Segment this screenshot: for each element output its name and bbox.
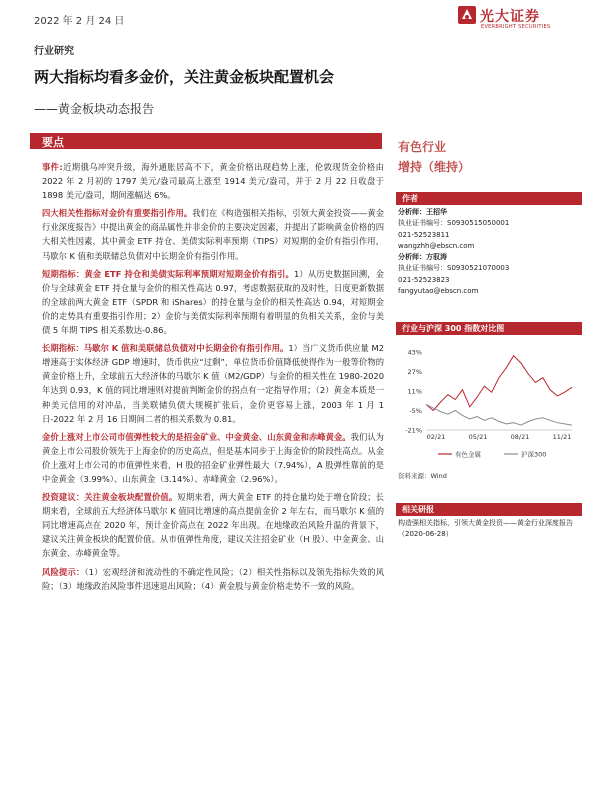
paragraph-short-term [42,267,384,337]
analyst-certificate: 执业证书编号：S0930521070003 [398,264,510,273]
analyst-name: 分析师：方驭涛 [398,253,447,262]
x-tick-label: 08/21 [510,433,530,441]
paragraph-event [42,160,384,202]
paragraph-four-indicators [42,206,384,262]
y-tick-label: 27% [407,368,422,376]
paragraph-text: 1）当广义货币供应量 M2 增速高于实体经济 GDP 增速时，货币供应“过剩”，单位货币价值降低使得作为一般等价物的黄金价格上升，全球前五大经济体的马歇尔 K 值（M2/GDP）与金价的相关性在 1980-2020 年达到 0.93，K 值的同比增速则对提前判断金价的拐点有一定指导作用；（2）黄金本质是一种美元信用的对冲品，当美联储负债大规模扩张后，金价更容易上涨，2003 年 1 月 1 日-2022 年 2 月 16 日期间二者的相关系数为 0.81。 [42,343,384,424]
paragraph-heading: 四大相关性指标对金价有重要指引作用。 [42,208,193,219]
analyst-phone: 021-52523823 [398,275,450,284]
analyst-email[interactable]: fangyutao@ebscn.com [398,287,479,296]
series-line-0 [426,356,572,411]
chart-section-label: 行业与沪深 300 指数对比图 [402,324,505,333]
paragraph-text: 短期来看，两大黄金 ETF 的持仓量均处于增仓阶段；长期来看，全球前五大经济体马歇尔 K 值同比增速的高点提前金价 2 年左右，而马歇尔 K 值的同比增速高点在 2020 年，预计金价高点在 2022 年出现。在地缘政治风险升温的背景下，建议关注黄金板块的配置价值。从市值弹性角度，建议关注招金矿业（H 股）、中金黄金、山东黄金、赤峰黄金等。 [42,492,384,559]
authors-header-bar [396,192,582,205]
logo-name: 光大证券 [480,9,540,25]
industry-vs-index-chart [396,344,582,470]
x-tick-label: 11/21 [552,433,572,441]
analyst-phone: 021-52523811 [398,230,450,239]
related-report-link[interactable]: 构造强相关指标，引领大黄金投资——黄金行业深度报告（2020-06-28） [398,519,573,538]
authors-label: 作者 [402,194,418,203]
chart-source: 资料来源：Wind [398,472,447,480]
analyst-certificate: 执业证书编号：S0930515050001 [398,219,510,228]
rating-value: 增持（维持） [398,160,471,174]
summary-header-bar [30,133,382,149]
paragraph-risks [42,565,384,593]
paragraph-elasticity [42,430,384,486]
legend-label: 有色金属 [455,450,481,459]
analyst-email[interactable]: wangzhh@ebscn.com [398,241,475,250]
paragraph-heading: 短期指标：黄金 ETF 持仓和美债实际利率预期对短期金价有指引。 [42,268,294,279]
report-subtitle: ——黄金板块动态报告 [34,102,155,116]
paragraph-heading: 事件: [42,162,63,172]
related-label: 相关研报 [402,505,434,514]
y-tick-label: 43% [407,348,422,357]
paragraph-text: 近期俄乌冲突升级，海外通胀居高不下，黄金价格出现趋势上涨，伦敦现货金价格由 2022 年 2 月初的 1797 美元/盎司最高上涨至 1914 美元/盎司，并于 2 月 22 日收盘于 1898 美元/盎司，期间涨幅达 6%。 [42,162,384,201]
legend-label: 沪深300 [521,450,547,459]
paragraph-heading: 长期指标：马歇尔 K 值和美联储总负债对中长期金价有指引作用。 [42,343,289,354]
paragraph-recommendation [42,490,384,560]
everbright-logo-icon [458,6,476,24]
x-tick-label: 02/21 [426,433,446,441]
summary-body [42,160,384,597]
analyst-list [398,207,584,297]
paragraph-text: 我们在《构造强相关指标，引领大黄金投资——黄金行业深度报告》中提出黄金的商品属性并非金价的主要决定因素，并提出了影响黄金价格的四大相关性因素，其中黄金 ETF 持仓、美债实际利率预期（TIPS）对短期的金价有指引作用，马歇尔 K 值和美联储总负债对中长期金价有指引作用。 [42,208,384,261]
y-tick-label: -21% [405,426,422,435]
y-tick-label: -5% [409,407,422,415]
y-tick-label: 11% [407,387,422,396]
report-category: 行业研究 [34,46,74,57]
paragraph-text: 我们认为黄金上市公司股价领先于上海金价的历史高点，但是基本同步于上海金价的阶段性高点。从金价上涨对上市公司的市值弹性来看，H 股的招金矿业弹性最大（7.94%），A 股弹性靠前的是中金黄金（3.99%）、山东黄金（3.14%）、赤峰黄金（2.96%）。 [42,431,384,484]
logo-english-name: EVERBRIGHT SECURITIES [481,24,551,30]
paragraph-text: （1）宏观经济和流动性的不确定性风险；（2）相关性指标以及领先指标失效的风险；（3）地缘政治风险事件迅速退出风险；（4）黄金股与黄金价格走势不一致的风险。 [42,566,384,591]
x-tick-label: 05/21 [468,433,488,441]
paragraph-heading: 投资建议：关注黄金板块配置价值。 [42,492,178,503]
series-line-1 [426,404,572,425]
paragraph-text: 1）从历史数据回溯，金价与全球黄金 ETF 持仓量与金价的相关性高达 0.97，考虑数据获取的及时性，日度更新数据的全球前两大黄金 ETF（SPDR 和 iShares）的持仓量与金价的相关性高达 0.94，对短期金价的走势具有重要指引作用；2）金价与美债实际利率预期有着明显的负相关关系，金价与美债 5 年期 TIPS 相关系数达-0.86。 [42,268,385,336]
report-title: 两大指标均看多金价，关注黄金板块配置机会 [34,68,335,86]
paragraph-heading: 金价上涨对上市公司市值弹性较大的是招金矿业、中金黄金、山东黄金和赤峰黄金。 [42,431,351,442]
paragraph-long-term [42,341,384,426]
rating-industry: 有色行业 [398,140,447,154]
paragraph-heading: 风险提示： [42,566,85,577]
report-date: 2022 年 2 月 24 日 [34,16,125,27]
analyst-name: 分析师：王招华 [398,208,447,216]
summary-label: 要点 [42,136,64,149]
